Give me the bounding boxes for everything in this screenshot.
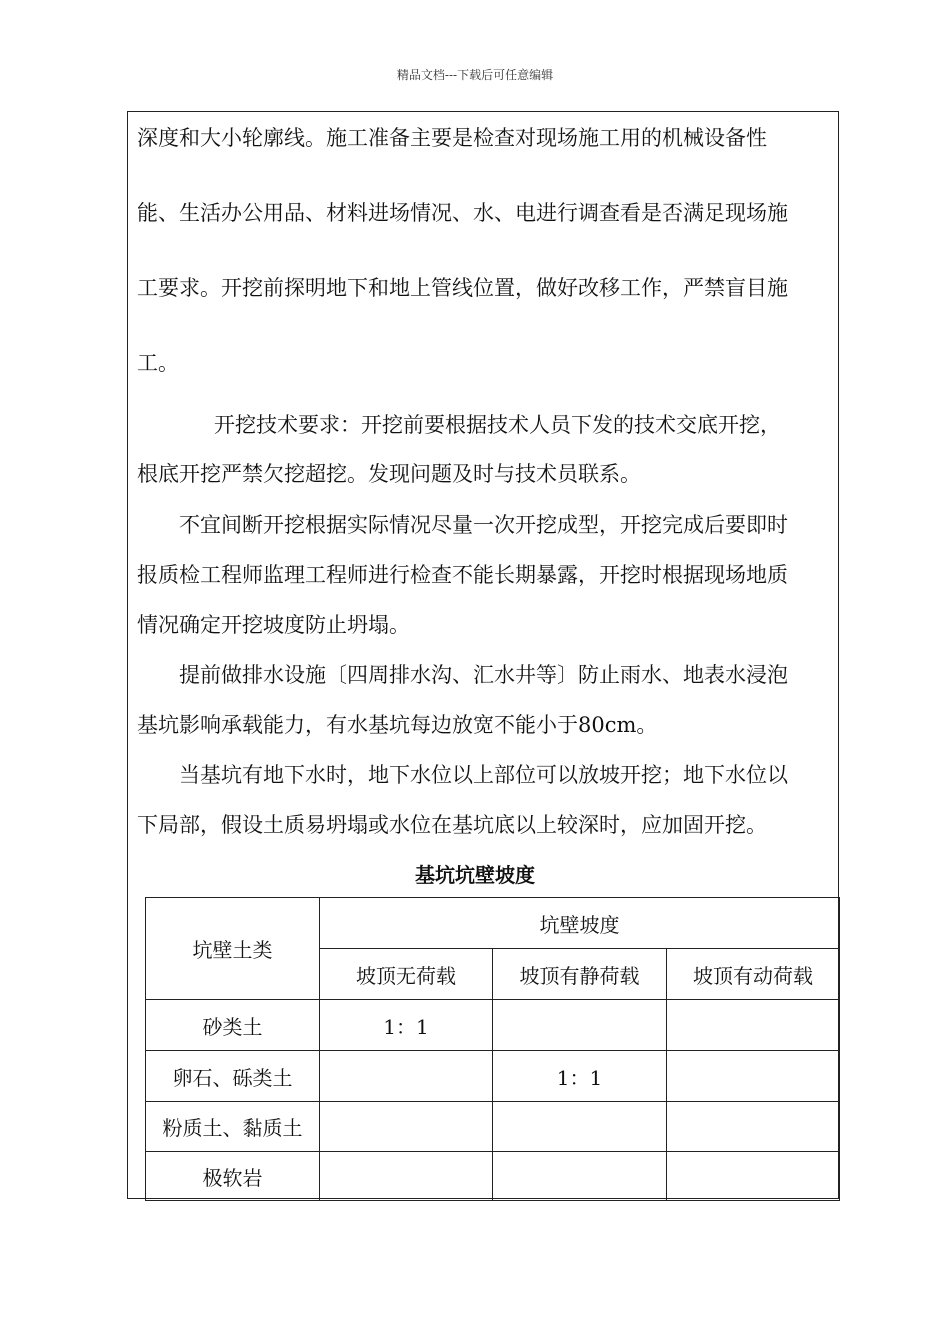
paragraph-line: 报质检工程师监理工程师进行检查不能长期暴露，开挖时根据现场地质	[137, 563, 788, 587]
slope-table	[145, 897, 840, 1201]
paragraph-line: 不宜间断开挖根据实际情况尽量一次开挖成型，开挖完成后要即时	[179, 513, 788, 537]
paragraph-line: 情况确定开挖坡度防止坍塌。	[137, 613, 410, 637]
slope-cell	[320, 1051, 493, 1102]
header-static-load: 坡顶有静荷载	[493, 949, 667, 1000]
slope-cell: 1：1	[320, 1000, 493, 1051]
table-row	[146, 1152, 840, 1201]
slope-cell	[493, 1000, 667, 1051]
slope-cell	[493, 1102, 667, 1152]
paragraph-line: 工。	[137, 351, 179, 375]
header-no-load: 坡顶无荷载	[320, 949, 493, 1000]
header-soil-type: 坑壁土类	[146, 898, 320, 1000]
soil-cell: 砂类土	[146, 1000, 320, 1051]
slope-cell	[320, 1102, 493, 1152]
slope-cell	[320, 1152, 493, 1201]
paragraph-line: 提前做排水设施〔四周排水沟、汇水井等〕防止雨水、地表水浸泡	[179, 663, 788, 687]
paragraph-line: 能、生活办公用品、材料进场情况、水、电进行调查看是否满足现场施	[137, 201, 788, 225]
table-row	[146, 1000, 840, 1051]
paragraph-line: 根底开挖严禁欠挖超挖。发现问题及时与技术员联系。	[137, 462, 641, 486]
paragraph-line: 开挖技术要求：开挖前要根据技术人员下发的技术交底开挖，	[214, 413, 781, 437]
table-row	[146, 1051, 840, 1102]
slope-cell: 1：1	[493, 1051, 667, 1102]
paragraph-line: 工要求。开挖前探明地下和地上管线位置，做好改移工作，严禁盲目施	[137, 276, 788, 300]
page-header: 精品文档---下载后可任意编辑	[396, 68, 554, 82]
soil-cell: 极软岩	[146, 1152, 320, 1201]
paragraph-line: 深度和大小轮廓线。施工准备主要是检查对现场施工用的机械设备性	[137, 126, 767, 150]
header-dynamic-load: 坡顶有动荷载	[667, 949, 840, 1000]
soil-cell: 粉质土、黏质土	[146, 1102, 320, 1152]
paragraph-line: 基坑影响承载能力，有水基坑每边放宽不能小于80cm。	[137, 713, 658, 737]
slope-cell	[493, 1152, 667, 1201]
paragraph-line: 当基坑有地下水时，地下水位以上部位可以放坡开挖；地下水位以	[179, 763, 788, 787]
paragraph-line: 下局部，假设土质易坍塌或水位在基坑底以上较深时，应加固开挖。	[137, 813, 767, 837]
table-row	[146, 1102, 840, 1152]
slope-cell	[667, 1000, 840, 1051]
slope-cell	[667, 1152, 840, 1201]
soil-cell: 卵石、砾类土	[146, 1051, 320, 1102]
slope-cell	[667, 1051, 840, 1102]
slope-cell	[667, 1102, 840, 1152]
header-slope-group: 坑壁坡度	[320, 898, 840, 949]
table-title: 基坑坑壁坡度	[415, 863, 535, 887]
